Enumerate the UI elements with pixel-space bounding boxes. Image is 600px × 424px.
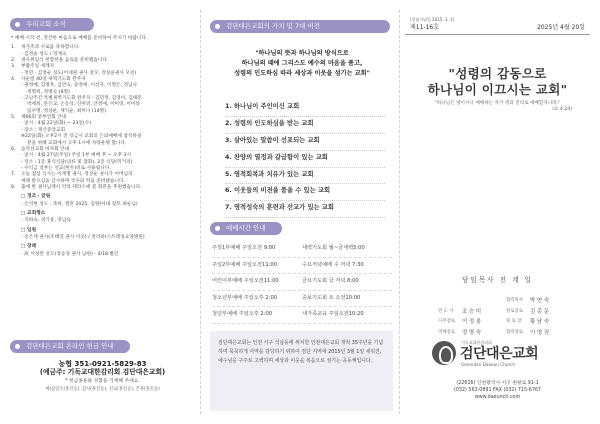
vision-item: 3. 살아있는 말씀이 선포되는 교회 [225, 134, 385, 151]
worship-schedule [212, 241, 392, 324]
news-number: 4. [11, 77, 16, 83]
staff-role: 원로장로 [506, 308, 523, 314]
schedule-cell: 어린이부예배 주일오전11:00 [212, 278, 279, 284]
news-subsection-title [11, 211, 193, 217]
staff-name: 박 연 숙 [530, 298, 550, 304]
staff-name: 김 종 문 [530, 308, 550, 315]
offering-badge-label: 검단대은교회 온라인 헌금 안내 [26, 342, 114, 350]
news-list [11, 36, 193, 258]
news-number: 3. [11, 64, 16, 70]
news-text: - 고난주간 특별새벽기도회 완주자 : 김민정, 김영이, 김태문 [21, 96, 142, 102]
vision-item: 6. 이웃들의 비전을 품을 수 있는 교회 [225, 184, 385, 201]
vision-badge-label: 검단대은교회의 가치 및 7대 비전 [226, 22, 321, 30]
church-contact [405, 381, 590, 402]
schedule-cell: 주일1부예배 주일오전 9:00 [212, 245, 276, 251]
intro-text: 검단대은교회는 인천 서구 석남동에 위치한 인천대은교회 개척 35주년을 기념하며 묵묵하게 사역을 감당하기 위하여 검단 지역에 2015년 3월 1일 세워진, 예수님을 구주로 고백하며 세상과 이웃을 복음으로 섬기는 공동체입니다. [218, 340, 384, 364]
issue-bar [405, 22, 590, 35]
theme-title [405, 66, 590, 99]
vision-item: 5. 영적회복과 치유가 있는 교회 [225, 168, 385, 185]
staff-name: 황 남 숙 [530, 319, 550, 325]
offering-info [10, 360, 195, 393]
church-address: (22616) 인천광역시 서구 원창로 91-1 [456, 381, 539, 386]
verse-reference: (요 4:24) [552, 107, 572, 113]
news-text: 새가족과 수로를 축하합니다. [21, 45, 80, 51]
church-intro [210, 331, 393, 411]
subsection-line: - 송은재 권사(조태연 권사 이웃) / 정리하(스트레칭요양병원) [21, 234, 145, 240]
staff-role [438, 296, 462, 307]
news-text: 사순절 40일 새벽기도회 완주자 [21, 77, 86, 83]
news-badge-label: 우리교회 소식 [26, 20, 66, 28]
verse-text: "하나님은 영이시니 예배하는 자가 영과 진리로 예배할지니라." [434, 101, 561, 106]
column-divider [399, 10, 400, 414]
quote-line: "하나님의 뜻과 하나님의 방식으로 [255, 50, 349, 57]
staff-name: 이 정 봉 [462, 319, 482, 325]
news-text: - 권정매, 김명옥, 김만숙, 송정애, 이선자, 이명은, 정남숙 [21, 83, 138, 89]
schedule-cell: 중보기도회 토 오전10:00 [302, 294, 361, 301]
vision-item: 1. 하나님이 주인이신 교회 [225, 100, 385, 117]
news-number: 8. [11, 184, 16, 190]
subsection-line: - 손석현 성도 : 축하, 결혼 2025. 입원(아내 장모 최순님) [21, 201, 138, 207]
church-name-english: Geomdan Daeeun Church [461, 362, 516, 367]
theme-title-line: 하나님이 이끄시는 교회" [427, 82, 568, 98]
staff-row [438, 307, 578, 318]
subsection-line: - 지하숙, 경기중, 충남숙 [21, 218, 71, 224]
schedule-cell: 수요저녁예배 수 저녁 7:30 [302, 261, 364, 268]
schedule-row [212, 274, 392, 291]
staff-row [438, 328, 578, 339]
schedule-cell: 금요기도회 금 저녁 8:00 [302, 278, 359, 284]
quote-line: 성령의 인도하심 따라 세상과 이웃을 섬기는 교회" [234, 70, 370, 78]
staff-name [462, 296, 506, 307]
founded-date: (창립기념일 2015. 3. 1) [410, 17, 455, 22]
staff-row [438, 317, 578, 328]
news-number: 1. [11, 45, 16, 51]
vision-item: 2. 성령의 인도하심을 받는 교회 [225, 117, 385, 134]
vision-list [225, 100, 385, 218]
news-text: 제66회 중부연회 안내 [21, 115, 67, 121]
worship-badge-label: 예배시간 안내 [226, 224, 266, 232]
theme-title-line: "성령의 감동으로 [448, 66, 547, 81]
news-number: 6. [11, 146, 16, 152]
news-number: 5. [11, 115, 16, 121]
worship-badge [210, 222, 282, 235]
news-text: 분을 위해 교회에서 오후 1시에 차량운행 합니다. [27, 140, 127, 146]
news-number: 7. [11, 172, 16, 178]
news-text: 임우명, 정상운, 재익순, 최미나 (14명) [27, 108, 106, 114]
staff-role: 원 로 장 [506, 319, 522, 324]
staff-role: 협력목사 [506, 298, 523, 303]
news-number: 2. [11, 58, 16, 64]
staff-name: 이 영 권 [530, 329, 550, 336]
quote-line: 하나님의 때에 그리스도 예수의 마음을 품고, [241, 60, 363, 68]
vision-item: 7. 영적성숙의 훈련과 선교가 있는 교회 [225, 201, 385, 218]
schedule-cell: 새벽기도회 월~금새벽5:00 [302, 245, 365, 251]
news-text: - 김정순 성도 / 정재숙 [21, 51, 67, 57]
theme-verse [405, 101, 590, 114]
staff-row [438, 296, 578, 307]
news-text: 출애 반 권사님께서 약의 테라스에 꽃 화분을 후원했습니다. [21, 184, 142, 190]
staff-role: 영예장로 [438, 329, 455, 335]
news-text: 박세희, 문은교, 손동석, 신미영, 안정애, 이미영, 이미라 [27, 102, 140, 108]
subsection-heading: □ 교회행소 [21, 210, 46, 216]
news-text: - 일시 : 4월 22일(화) ~ 23일(수) [21, 121, 92, 127]
subsection-heading: □ 경조 · 알림 [21, 194, 51, 200]
news-text: 오늘 점심 식사는 이재명 권사, 정상순 권사가 어머님의 [21, 172, 133, 178]
news-text: 권사취임식 헌합한을 음료를 준비했습니다. [21, 58, 109, 64]
schedule-cell: 청소년부예배 주일오후 2:00 [212, 294, 278, 301]
news-subsection-title [11, 244, 193, 250]
staff-role: 시무장로 [438, 319, 455, 324]
church-name: 검단대은교회 [460, 346, 539, 362]
bulletin-header [405, 17, 590, 35]
news-text: - 장소 : 재산중앙교회 [21, 127, 65, 133]
church-logo [432, 340, 562, 368]
vision-item: 4. 찬양의 열정과 갈급함이 있는 교회 [225, 151, 385, 168]
news-badge [10, 18, 94, 31]
news-text: - 정민 · 김정순 성도(어네원 권사 장모, 정실윤권사 모친) [21, 70, 137, 76]
staff-role: 협력장로 [506, 329, 523, 335]
church-phone: (032) 563-0891 FAX (032) 715-6767 [454, 387, 541, 393]
schedule-cell: 청년부예배 주일오후 2:00 [212, 311, 273, 317]
subsection-line: - 故 이성만 성도(장승경 권사 남편) - 4/18 발인 [21, 251, 119, 257]
news-text: 정명희, 정병숙 (9명) [27, 89, 70, 95]
staff-role: 전 도 사 [438, 308, 454, 314]
church-website: www.daeunch.com [474, 394, 521, 400]
subsection-heading: □ 장례 [21, 244, 37, 250]
staff-list [438, 296, 578, 338]
news-text: * 예배 시작 전, 정간한 마음으로 예배를 준비하여 주시기 바랍니다. [11, 36, 148, 41]
bank-account: 농협 351-0921-5829-83 [58, 360, 147, 368]
news-item [11, 185, 193, 191]
news-text: - 수익금 일부는 선교(헌두)비로 사용됩니다. [21, 165, 111, 171]
news-text: 부활주일 세례자 [21, 64, 55, 70]
schedule-row [212, 258, 392, 275]
staff-name: 정 명 숙 [462, 329, 482, 336]
news-subsection-title [11, 194, 193, 200]
vision-quote [210, 49, 394, 80]
issue-date: 2025년 4월 20일 [537, 24, 585, 32]
schedule-cell: 새가족교육 주일오전10:20 [302, 311, 364, 317]
offering-note: * 헌금종류와 성함을 기재해 주세요. [65, 378, 140, 384]
schedule-cell: 주일2부예배 주일오전11:00 [212, 261, 277, 268]
schedule-row [212, 307, 392, 324]
account-holder: (예금주: 기독교대한감리회 검단대은교회) [39, 368, 166, 377]
news-text: - 장소 : 1층 휴식식당(의류 및 잡화), 2층 식당(먹거리) [21, 159, 133, 165]
news-text: 세례 받으심을 감사하며 국수와 떡을 준비했습니다. [21, 178, 126, 184]
staff-name: 조 승 미 [462, 308, 482, 315]
news-text: ※22일(화) 오후2시 전 장금시 교회의 은퇴예배에 참석하실 [21, 134, 142, 140]
subsection-heading: □ 입원 [21, 227, 37, 233]
denomination-label: 기독교대한감리회 [461, 340, 492, 345]
vision-badge [210, 20, 390, 33]
news-item [11, 36, 193, 42]
schedule-row [212, 241, 392, 258]
news-text: - 일시 : 4월 27일(주일) 주일 1부 예배 후 ~ 오후 3시 [21, 153, 132, 159]
offering-example: 예)십일조(홍길동), 감사(홍길동), 선교(홍길동), 건축(홍길동) [45, 387, 160, 393]
column-divider [200, 10, 201, 414]
senior-pastor: 담임목사 전 계 일 [462, 276, 533, 284]
offering-badge [10, 340, 130, 353]
church-emblem-icon [432, 341, 456, 365]
issue-volume: 제11-16호 [410, 24, 440, 32]
schedule-row [212, 291, 392, 308]
news-text: 음악선교회 바자회 안내 [21, 146, 70, 152]
news-subsection-title [11, 228, 193, 234]
